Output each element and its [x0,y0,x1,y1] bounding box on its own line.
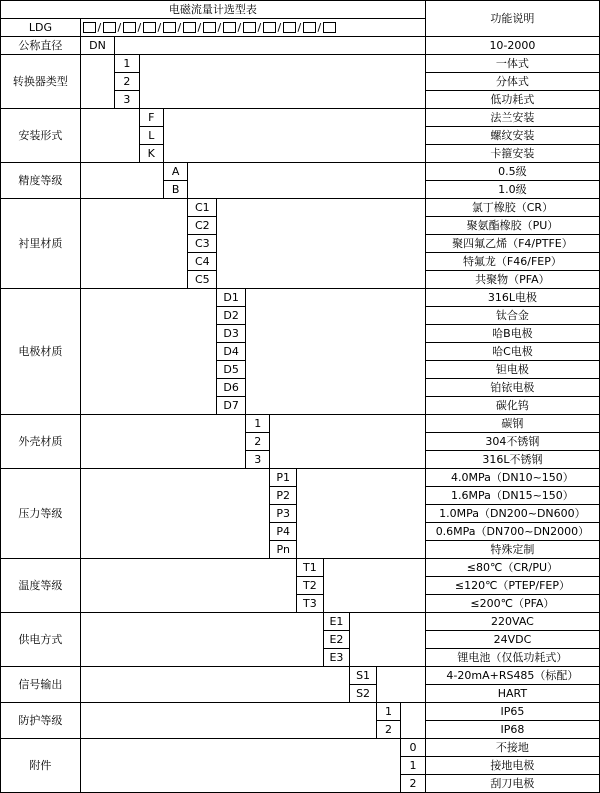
spacer-cell [188,163,425,199]
description-cell: 1.0级 [425,181,599,199]
spacer-cell [80,109,139,163]
code-cell: E1 [323,613,350,631]
description-cell: 哈C电极 [425,343,599,361]
code-cell: D5 [217,361,246,379]
spacer-cell [376,667,425,703]
spacer-cell [163,109,425,163]
code-cell: S2 [350,685,377,703]
table-row [1,613,600,631]
description-cell: IP68 [425,721,599,739]
spacer-cell [80,703,376,739]
table-row [1,163,600,181]
description-cell: 1.0MPa（DN200~DN600） [425,505,599,523]
code-cell: D1 [217,289,246,307]
code-cell: E2 [323,631,350,649]
description-cell: 0.5级 [425,163,599,181]
code-cell: P2 [270,487,297,505]
row-label: 电极材质 [1,289,81,415]
model-code-boxes: / / / / / / / / / / / / [80,19,425,37]
spacer-cell [80,289,216,415]
table-row [1,415,600,433]
code-cell: C4 [188,253,217,271]
description-cell: 4.0MPa（DN10~150） [425,469,599,487]
table-row [1,739,600,757]
spacer-cell [80,199,188,289]
row-label: 衬里材质 [1,199,81,289]
table-row [1,37,600,55]
description-cell: 0.6MPa（DN700~DN2000） [425,523,599,541]
spacer-cell [323,559,425,613]
code-cell: 0 [401,739,426,757]
code-cell: T1 [297,559,324,577]
description-cell: 接地电极 [425,757,599,775]
description-cell: 不接地 [425,739,599,757]
code-cell: 2 [401,775,426,793]
spacer-cell [115,37,426,55]
code-cell: Pn [270,541,297,559]
row-label: 压力等级 [1,469,81,559]
code-cell: P3 [270,505,297,523]
row-label: 信号输出 [1,667,81,703]
code-cell: 1 [246,415,270,433]
table-row [1,289,600,307]
description-cell: 钽电极 [425,361,599,379]
spacer-cell [80,55,114,109]
description-cell: 法兰安装 [425,109,599,127]
description-cell: 卡箍安装 [425,145,599,163]
code-cell: 3 [115,91,139,109]
spacer-cell [80,163,163,199]
table-row [1,703,600,721]
description-cell: 螺纹安装 [425,127,599,145]
row-label: 公称直径 [1,37,81,55]
description-cell: 10-2000 [425,37,599,55]
description-cell: 220VAC [425,613,599,631]
spacer-cell [139,55,425,109]
description-cell: 316L电极 [425,289,599,307]
code-cell: P4 [270,523,297,541]
spacer-cell [80,469,270,559]
row-label: 安装形式 [1,109,81,163]
description-cell: 特殊定制 [425,541,599,559]
description-cell: 共聚物（PFA） [425,271,599,289]
description-cell: ≤120℃（PTEP/FEP） [425,577,599,595]
model-prefix: LDG [1,19,81,37]
table-row [1,55,600,73]
description-cell: 锂电池（仅低功耗式） [425,649,599,667]
code-cell: K [139,145,163,163]
row-label: 温度等级 [1,559,81,613]
description-cell: HART [425,685,599,703]
code-cell: 2 [246,433,270,451]
code-cell: 1 [401,757,426,775]
table-row [1,469,600,487]
description-cell: 316L不锈钢 [425,451,599,469]
row-label: 精度等级 [1,163,81,199]
code-cell: C5 [188,271,217,289]
code-cell: 2 [376,721,400,739]
description-cell: 铂铱电极 [425,379,599,397]
code-cell: B [163,181,187,199]
description-cell: ≤80℃（CR/PU） [425,559,599,577]
table-title: 电磁流量计选型表 [1,1,426,19]
code-cell: D3 [217,325,246,343]
description-cell: 低功耗式 [425,91,599,109]
code-cell: DN [80,37,114,55]
row-label: 附件 [1,739,81,793]
spacer-cell [80,667,349,703]
spacer-cell [80,613,323,667]
code-cell: 1 [115,55,139,73]
spacer-cell [80,559,296,613]
description-cell: 分体式 [425,73,599,91]
table-row [1,109,600,127]
spacer-cell [217,199,426,289]
code-cell: E3 [323,649,350,667]
spacer-cell [350,613,426,667]
code-cell: C1 [188,199,217,217]
code-cell: 2 [115,73,139,91]
description-cell: 哈B电极 [425,325,599,343]
code-cell: T2 [297,577,324,595]
table-row [1,559,600,577]
code-cell: D4 [217,343,246,361]
code-cell: D7 [217,397,246,415]
spacer-cell [80,415,245,469]
description-cell: IP65 [425,703,599,721]
desc-column-header: 功能说明 [425,1,599,37]
code-cell: D6 [217,379,246,397]
table-header-row [1,1,600,19]
spacer-cell [270,415,425,469]
description-cell: 氯丁橡胶（CR） [425,199,599,217]
code-cell: L [139,127,163,145]
description-cell: 24VDC [425,631,599,649]
spacer-cell [246,289,426,415]
code-cell: C2 [188,217,217,235]
spacer-cell [401,703,426,739]
spacer-cell [297,469,426,559]
code-cell: 1 [376,703,400,721]
description-cell: 碳化钨 [425,397,599,415]
description-cell: 特氟龙（F46/FEP） [425,253,599,271]
description-cell: 一体式 [425,55,599,73]
row-label: 外壳材质 [1,415,81,469]
description-cell: 钛合金 [425,307,599,325]
code-cell: 3 [246,451,270,469]
row-label: 防护等级 [1,703,81,739]
code-cell: F [139,109,163,127]
description-cell: 碳钢 [425,415,599,433]
description-cell: 聚四氟乙烯（F4/PTFE） [425,235,599,253]
code-cell: D2 [217,307,246,325]
table-row [1,199,600,217]
description-cell: 聚氨酯橡胶（PU） [425,217,599,235]
description-cell: 刮刀电极 [425,775,599,793]
description-cell: 4-20mA+RS485（标配） [425,667,599,685]
description-cell: 1.6MPa（DN15~150） [425,487,599,505]
table-row [1,667,600,685]
description-cell: ≤200℃（PFA） [425,595,599,613]
description-cell: 304不锈钢 [425,433,599,451]
code-cell: A [163,163,187,181]
code-cell: S1 [350,667,377,685]
row-label: 转换器类型 [1,55,81,109]
code-cell: T3 [297,595,324,613]
spacer-cell [80,739,400,793]
row-label: 供电方式 [1,613,81,667]
code-cell: P1 [270,469,297,487]
code-cell: C3 [188,235,217,253]
